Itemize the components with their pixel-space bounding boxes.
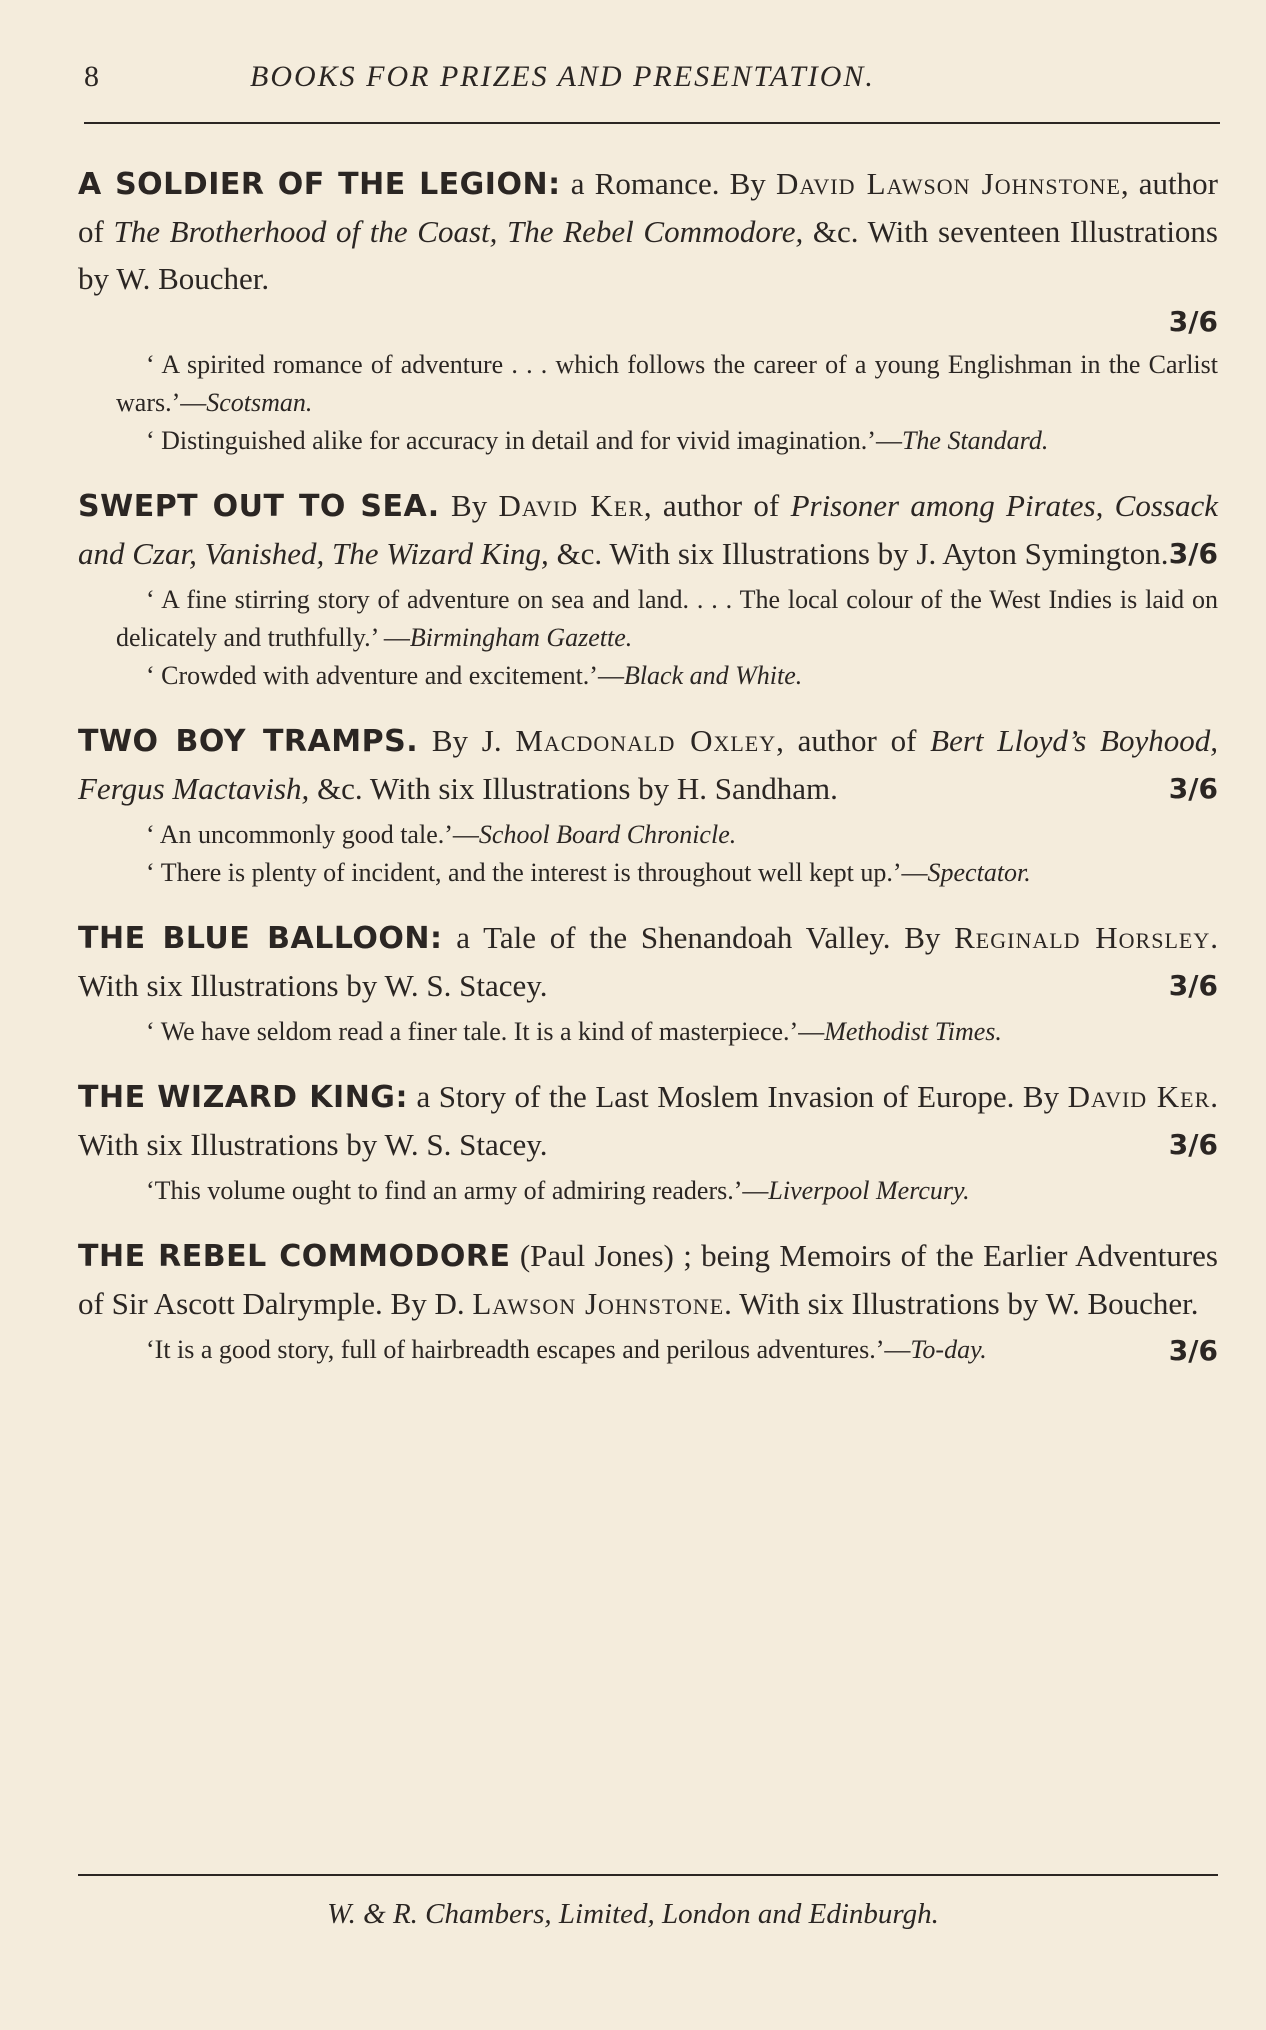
- price: 3/6: [1168, 1334, 1218, 1367]
- desc-text: By: [439, 488, 499, 523]
- desc-text: &c. With seventeen Illustrations by W. Boucher.: [78, 214, 1218, 296]
- book-title: THE BLUE BALLOON: [78, 921, 431, 956]
- review: [78, 657, 1218, 695]
- review-source: Methodist Times.: [824, 1017, 1002, 1046]
- desc-text: &c. With six Illustrations by J. Ayton Symington.: [548, 536, 1169, 571]
- review: [78, 577, 1218, 657]
- title-punct: :: [395, 1080, 408, 1115]
- book-title: TWO BOY TRAMPS.: [78, 724, 419, 759]
- desc-text: . With six Illustrations by W. Boucher.: [724, 1286, 1199, 1321]
- book-entry: [78, 717, 1218, 892]
- book-entry: [78, 914, 1218, 1051]
- title-punct: :: [430, 921, 443, 956]
- review-source: To-day.: [910, 1335, 987, 1364]
- review-source: Scotsman.: [206, 388, 313, 417]
- entry-description: [78, 1073, 1218, 1168]
- price: 3/6: [1168, 1128, 1218, 1161]
- book-entry: [78, 160, 1218, 460]
- review: [78, 422, 1218, 460]
- desc-text: a Tale of the Shenandoah Valley. By: [442, 920, 955, 955]
- publisher-imprint: W. & R. Chambers, Limited, London and Edinburgh.: [327, 1898, 939, 1930]
- desc-text: . With six Illustrations by W. S. Stacey.: [78, 920, 1218, 1003]
- book-entry: [78, 1073, 1218, 1210]
- desc-text: (Paul Jones) ; being Memoirs of the Earlier Adventures of Sir Ascott Dalrymple. By D.: [78, 1238, 1218, 1321]
- author-name: David Lawson Johnstone: [775, 166, 1121, 201]
- price: 3/6: [1168, 537, 1218, 570]
- book-entry: [78, 1232, 1218, 1369]
- review-text: ‘ Distinguished alike for accuracy in detail and for vivid imagination.’—: [146, 426, 902, 455]
- entry-description: [78, 160, 1218, 342]
- price: 3/6: [1168, 772, 1218, 805]
- price: 3/6: [1168, 969, 1218, 1002]
- review-source: School Board Chronicle.: [478, 820, 737, 849]
- book-list: [78, 160, 1218, 1391]
- review-source: Birmingham Gazette.: [409, 623, 633, 652]
- review-source: Black and White.: [623, 661, 803, 690]
- desc-text: , author of: [78, 166, 1218, 249]
- review-source: The Standard.: [901, 426, 1049, 455]
- other-works: Prisoner among Pirates, Cossack and Czar, Vanished, The Wizard King,: [78, 488, 1218, 571]
- review-text: ‘ An uncommonly good tale.’—: [146, 820, 479, 849]
- desc-text: &c. With six Illustrations by H. Sandham.: [309, 771, 838, 806]
- desc-text: , author of: [776, 723, 931, 758]
- desc-text: a Story of the Last Moslem Invasion of Europe. By: [407, 1079, 1068, 1114]
- review-text: ‘ We have seldom read a finer tale. It is a kind of masterpiece.’—: [146, 1017, 825, 1046]
- entry-description: [78, 717, 1218, 812]
- author-name: Reginald Horsley: [954, 920, 1211, 955]
- other-works: The Brotherhood of the Coast, The Rebel Commodore,: [113, 214, 804, 249]
- review-text: ‘This volume ought to find an army of admiring readers.’—: [146, 1176, 769, 1205]
- review: [78, 1327, 1218, 1369]
- entry-description: [78, 482, 1218, 577]
- review-text: ‘ A spirited romance of adventure . . . which follows the career of a young Englishman in the Carlist wars.’—: [116, 350, 1218, 417]
- other-works: Bert Lloyd’s Boyhood, Fergus Mactavish,: [78, 723, 1218, 806]
- review: [78, 1009, 1218, 1051]
- review-text: ‘ A fine stirring story of adventure on sea and land. . . . The local colour of the West Indies is laid on delicately and truthfully.’ —: [116, 585, 1218, 652]
- page-number: 8: [84, 60, 99, 93]
- review: [78, 812, 1218, 854]
- review: [78, 1168, 1218, 1210]
- price: 3/6: [1168, 305, 1218, 338]
- review-text: ‘It is a good story, full of hairbreadth escapes and perilous adventures.’—: [146, 1335, 911, 1364]
- book-title: THE WIZARD KING: [78, 1080, 396, 1115]
- desc-text: By J.: [418, 723, 516, 758]
- title-punct: :: [548, 167, 561, 202]
- author-name: Lawson Johnstone: [472, 1286, 725, 1321]
- review-source: Spectator.: [927, 858, 1031, 887]
- desc-text: a Romance. By: [560, 166, 776, 201]
- book-entry: [78, 482, 1218, 695]
- book-title: SWEPT OUT TO SEA.: [78, 489, 440, 524]
- author-name: Macdonald Oxley: [515, 723, 777, 758]
- review: [78, 854, 1218, 892]
- review-text: ‘ Crowded with adventure and excitement.’—: [146, 661, 624, 690]
- author-name: David Ker: [498, 488, 644, 523]
- entry-description: [78, 914, 1218, 1009]
- book-title: THE REBEL COMMODORE: [78, 1239, 511, 1274]
- desc-text: . With six Illustrations by W. S. Stacey.: [78, 1079, 1218, 1162]
- review-source: Liverpool Mercury.: [768, 1176, 970, 1205]
- book-title: A SOLDIER OF THE LEGION: [78, 167, 549, 202]
- author-name: David Ker: [1067, 1079, 1211, 1114]
- review-text: ‘ There is plenty of incident, and the interest is throughout well kept up.’—: [146, 858, 928, 887]
- desc-text: , author of: [643, 488, 791, 523]
- page-header: [80, 60, 1220, 104]
- header-rule: [84, 122, 1220, 124]
- footer-rule: [78, 1874, 1218, 1876]
- review: [78, 342, 1218, 422]
- running-title: BOOKS FOR PRIZES AND PRESENTATION.: [250, 60, 875, 93]
